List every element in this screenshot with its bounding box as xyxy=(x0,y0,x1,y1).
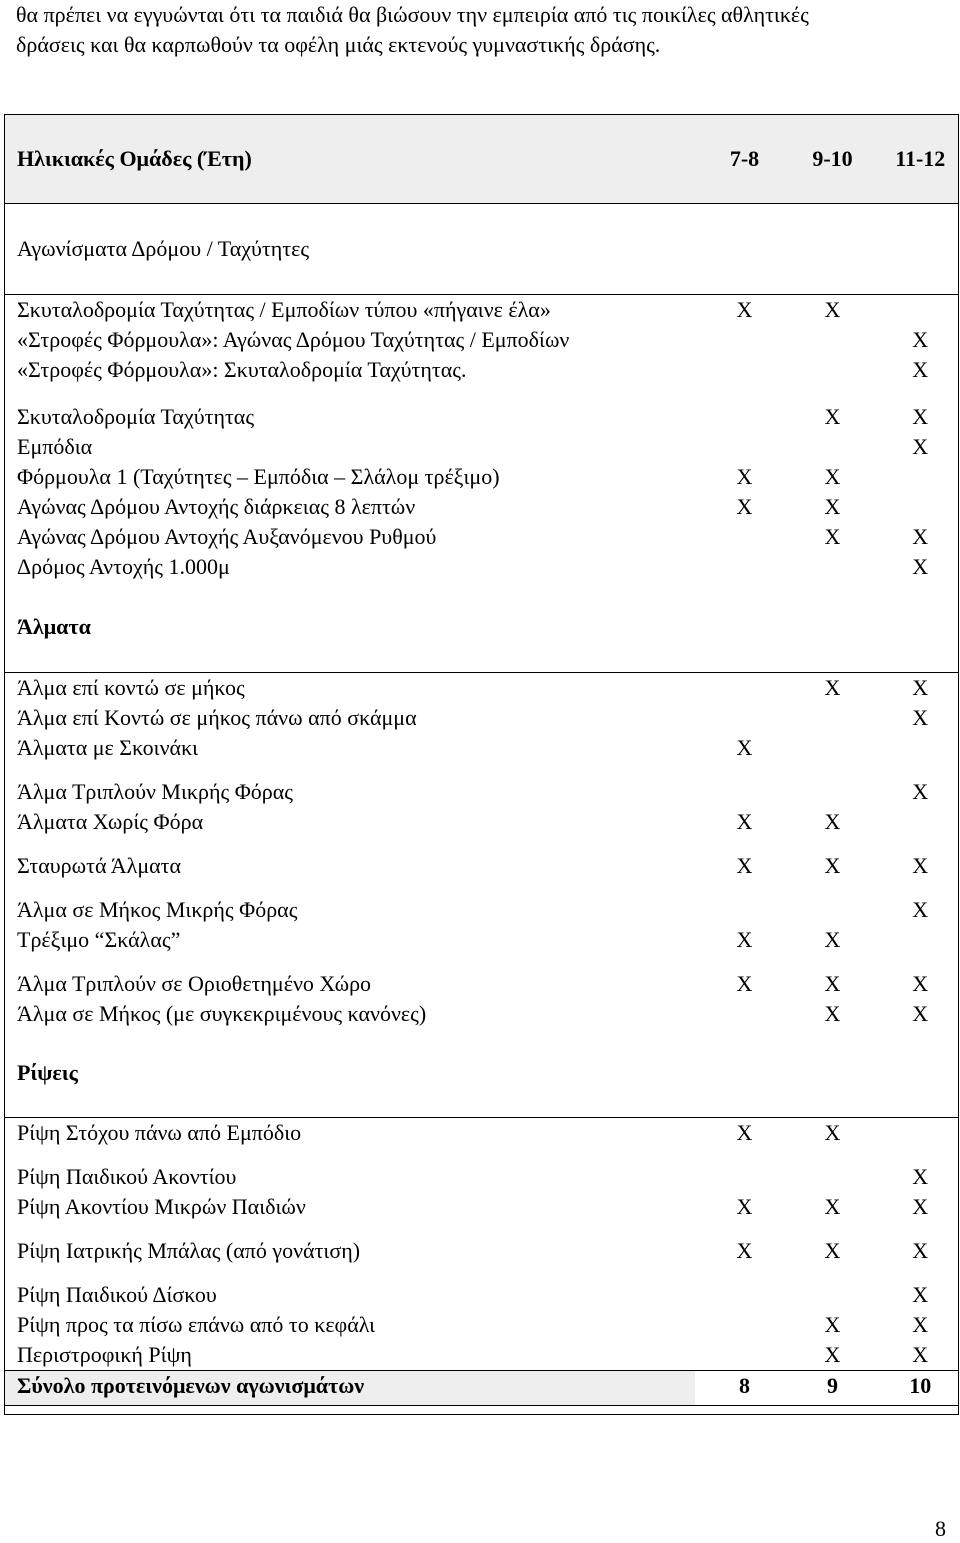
cell-11-12 xyxy=(871,492,959,522)
row-name: Φόρμουλα 1 (Ταχύτητες – Εμπόδια – Σλάλομ τρέξιμο) xyxy=(5,462,695,492)
cell-7-8: X xyxy=(736,971,753,996)
cell-11-12: X xyxy=(871,1148,959,1192)
cell-11-12: X xyxy=(871,1310,959,1340)
cell-9-10 xyxy=(783,355,871,385)
cell-11-12 xyxy=(871,733,959,763)
cell-7-8 xyxy=(695,1266,783,1310)
cell-9-10 xyxy=(783,1266,871,1310)
table-row xyxy=(5,1222,959,1266)
row-name: Εμπόδια xyxy=(5,432,695,462)
table-row xyxy=(5,1192,959,1222)
row-name: Σκυταλοδρομία Ταχύτητας / Εμποδίων τύπου «πήγαινε έλα» xyxy=(5,295,695,326)
cell-11-12: X xyxy=(871,1266,959,1310)
table-row xyxy=(5,763,959,807)
table-row xyxy=(5,673,959,704)
cell-11-12: X xyxy=(871,1340,959,1371)
cell-11-12: X xyxy=(871,355,959,385)
cell-7-8: X xyxy=(736,809,753,834)
cell-11-12: X xyxy=(871,432,959,462)
cell-9-10: X xyxy=(824,927,841,952)
cell-11-12: X xyxy=(871,763,959,807)
total-row xyxy=(5,1371,959,1406)
cell-7-8 xyxy=(695,1310,783,1340)
row-name: «Στροφές Φόρμουλα»: Σκυταλοδρομία Ταχύτητας. xyxy=(5,355,695,385)
row-name: Ρίψη Ιατρικής Μπάλας (από γονάτιση) xyxy=(5,1222,695,1266)
cell-7-8 xyxy=(695,703,783,733)
table-row xyxy=(5,733,959,763)
cell-9-10: X xyxy=(824,1238,841,1263)
intro-line: θα πρέπει να εγγυώνται ότι τα παιδιά θα βιώσουν την εμπειρία από τις ποικίλες αθλητικές xyxy=(16,2,809,27)
total-label: Σύνολο προτεινόμενων αγωνισμάτων xyxy=(5,1371,695,1406)
cell-9-10: X xyxy=(783,1118,871,1149)
table-row xyxy=(5,999,959,1029)
cell-11-12: X xyxy=(871,1192,959,1222)
cell-9-10: X xyxy=(824,494,841,519)
cell-7-8: X xyxy=(695,295,783,326)
section-row xyxy=(5,204,959,295)
cell-9-10: X xyxy=(783,295,871,326)
cell-11-12: X xyxy=(871,385,959,432)
table-header-row xyxy=(5,115,959,204)
cell-9-10: X xyxy=(824,1342,841,1367)
row-name: Ρίψη Παιδικού Δίσκου xyxy=(5,1266,695,1310)
row-name: Δρόμος Αντοχής 1.000μ xyxy=(5,552,695,582)
header-col-9-10: 9-10 xyxy=(783,115,871,204)
cell-9-10: X xyxy=(824,404,841,429)
section-row xyxy=(5,1029,959,1118)
row-name: Ρίψη προς τα πίσω επάνω από το κεφάλι xyxy=(5,1310,695,1340)
cell-11-12: X xyxy=(871,955,959,999)
cell-9-10: X xyxy=(783,673,871,704)
row-name: Αγώνας Δρόμου Αντοχής διάρκειας 8 λεπτών xyxy=(5,492,695,522)
cell-11-12: X xyxy=(871,1222,959,1266)
cell-7-8: X xyxy=(736,927,753,952)
total-9-10: 9 xyxy=(783,1371,871,1406)
cell-11-12 xyxy=(871,295,959,326)
section-row xyxy=(5,582,959,673)
cell-11-12: X xyxy=(871,522,959,552)
row-name: Άλμα επί κοντώ σε μήκος xyxy=(5,673,695,704)
cell-11-12: X xyxy=(871,999,959,1029)
cell-7-8: X xyxy=(736,1238,753,1263)
cell-9-10 xyxy=(783,552,871,582)
cell-9-10 xyxy=(783,733,871,763)
cell-7-8 xyxy=(695,325,783,355)
table-row xyxy=(5,955,959,999)
header-title: Ηλικιακές Ομάδες (Έτη) xyxy=(5,115,695,204)
cell-9-10: X xyxy=(824,464,841,489)
cell-9-10 xyxy=(783,1148,871,1192)
table-row xyxy=(5,325,959,355)
cell-11-12: X xyxy=(871,673,959,704)
cell-11-12: X xyxy=(871,325,959,355)
cell-11-12 xyxy=(871,1118,959,1149)
cell-7-8 xyxy=(695,552,783,582)
cell-11-12: X xyxy=(871,703,959,733)
cell-11-12 xyxy=(871,925,959,955)
cell-11-12: X xyxy=(871,881,959,925)
table-row xyxy=(5,1310,959,1340)
cell-7-8 xyxy=(695,355,783,385)
row-name: Άλμα σε Μήκος (με συγκεκριμένους κανόνες) xyxy=(5,999,695,1029)
row-name: Ρίψη Ακοντίου Μικρών Παιδιών xyxy=(5,1192,695,1222)
row-name: Περιστροφική Ρίψη xyxy=(5,1340,695,1371)
row-name: Αγώνας Δρόμου Αντοχής Αυξανόμενου Ρυθμού xyxy=(5,522,695,552)
row-name: Άλμα Τριπλούν Μικρής Φόρας xyxy=(5,763,695,807)
table-row xyxy=(5,925,959,955)
cell-9-10 xyxy=(783,881,871,925)
cell-9-10 xyxy=(783,325,871,355)
cell-7-8 xyxy=(695,1340,783,1371)
intro-line: δράσεις και θα καρπωθούν τα οφέλη μιάς εκτενούς γυμναστικής δράσης. xyxy=(16,32,661,57)
cell-7-8 xyxy=(695,432,783,462)
row-name: Τρέξιμο “Σκάλας” xyxy=(5,925,695,955)
row-name: Ρίψη Στόχου πάνω από Εμπόδιο xyxy=(5,1118,695,1149)
cell-11-12 xyxy=(871,462,959,492)
row-name: Σκυταλοδρομία Ταχύτητας xyxy=(5,385,695,432)
cell-9-10 xyxy=(783,432,871,462)
row-name: Σταυρωτά Άλματα xyxy=(5,837,695,881)
cell-11-12: X xyxy=(871,837,959,881)
cell-7-8: X xyxy=(695,1118,783,1149)
header-col-11-12: 11-12 xyxy=(871,115,959,204)
cell-7-8 xyxy=(695,763,783,807)
section-title-throws: Ρίψεις xyxy=(5,1029,695,1118)
table-row xyxy=(5,837,959,881)
cell-7-8: X xyxy=(736,1194,753,1219)
table-row xyxy=(5,295,959,326)
cell-9-10 xyxy=(783,763,871,807)
row-name: Ρίψη Παιδικού Ακοντίου xyxy=(5,1148,695,1192)
cell-9-10: X xyxy=(824,853,841,878)
cell-9-10: X xyxy=(824,524,841,549)
cell-11-12 xyxy=(871,807,959,837)
table-row xyxy=(5,355,959,385)
header-col-7-8: 7-8 xyxy=(695,115,783,204)
cell-9-10: X xyxy=(824,1194,841,1219)
page-number: 8 xyxy=(935,1516,946,1541)
row-name: Άλμα Τριπλούν σε Οριοθετημένο Χώρο xyxy=(5,955,695,999)
cell-7-8 xyxy=(695,673,783,704)
table-row xyxy=(5,462,959,492)
cell-7-8: X xyxy=(736,853,753,878)
row-name: Άλματα με Σκοινάκι xyxy=(5,733,695,763)
cell-7-8: X xyxy=(736,494,753,519)
row-name: Άλματα Χωρίς Φόρα xyxy=(5,807,695,837)
intro-paragraph xyxy=(16,0,946,60)
cell-7-8 xyxy=(695,385,783,432)
row-name: «Στροφές Φόρμουλα»: Αγώνας Δρόμου Ταχύτητας / Εμποδίων xyxy=(5,325,695,355)
table-row xyxy=(5,807,959,837)
cell-7-8: X xyxy=(736,464,753,489)
cell-9-10: X xyxy=(824,971,841,996)
cell-7-8 xyxy=(695,881,783,925)
section-title-jumps: Άλματα xyxy=(5,582,695,673)
total-7-8: 8 xyxy=(695,1371,783,1406)
table-row xyxy=(5,703,959,733)
table-row xyxy=(5,432,959,462)
cell-9-10: X xyxy=(824,1312,841,1337)
row-name: Άλμα επί Κοντώ σε μήκος πάνω από σκάμμα xyxy=(5,703,695,733)
cell-9-10: X xyxy=(824,1001,841,1026)
table-row xyxy=(5,492,959,522)
cell-9-10 xyxy=(783,703,871,733)
table-row xyxy=(5,522,959,552)
age-groups-table xyxy=(4,114,959,1415)
table-row xyxy=(5,1148,959,1192)
table-row xyxy=(5,1266,959,1310)
table-row xyxy=(5,1118,959,1149)
table-row xyxy=(5,552,959,582)
cell-7-8 xyxy=(695,522,783,552)
cell-11-12: X xyxy=(871,552,959,582)
cell-7-8 xyxy=(695,1148,783,1192)
table-row xyxy=(5,385,959,432)
table-row xyxy=(5,1340,959,1371)
row-name: Άλμα σε Μήκος Μικρής Φόρας xyxy=(5,881,695,925)
table-row xyxy=(5,881,959,925)
section-title-running: Αγωνίσματα Δρόμου / Ταχύτητες xyxy=(5,204,695,295)
cell-7-8 xyxy=(695,999,783,1029)
table-bottom-padding xyxy=(5,1406,959,1415)
total-11-12: 10 xyxy=(871,1371,959,1406)
cell-9-10: X xyxy=(824,809,841,834)
cell-7-8: X xyxy=(736,735,753,760)
